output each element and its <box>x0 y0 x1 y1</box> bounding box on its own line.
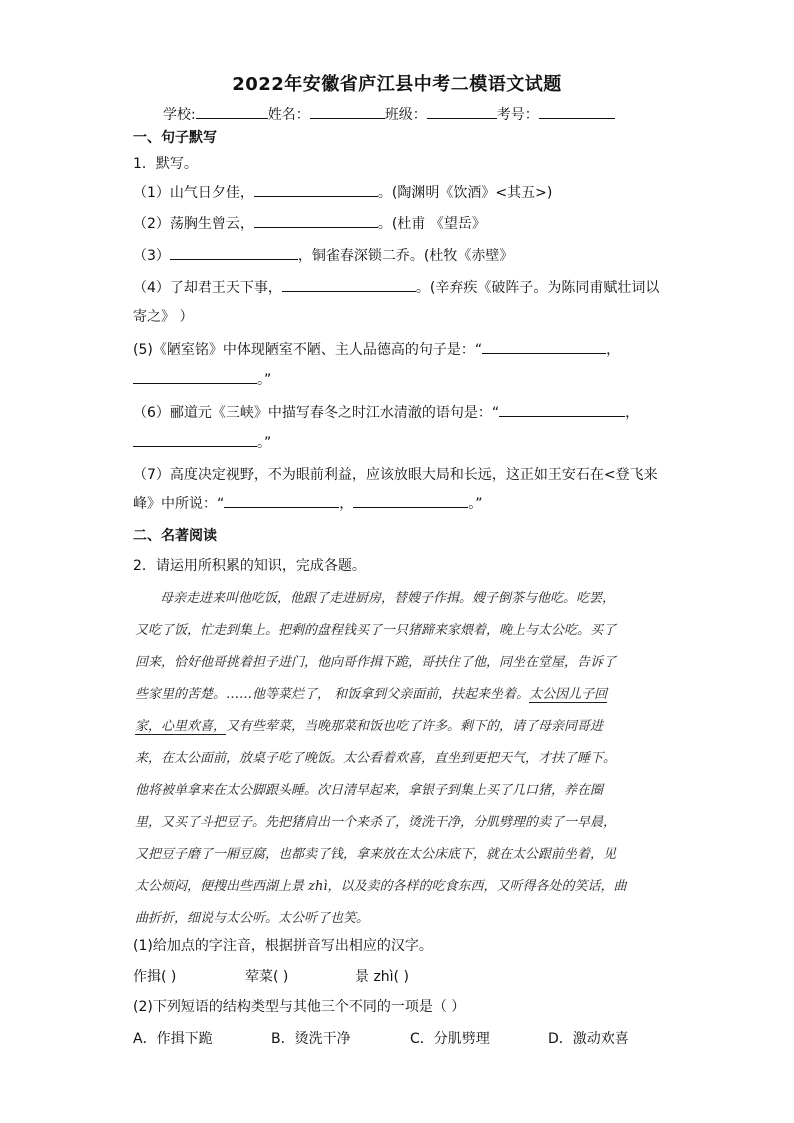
option-d[interactable]: D．激动欢喜 <box>548 1031 629 1047</box>
item7-text: 峰》中所说：“ <box>133 496 225 512</box>
item7-blank-b[interactable] <box>353 494 468 508</box>
school-label: 学校: <box>163 107 196 123</box>
item4-source: 。(辛弃疾《破阵子。为陈同甫赋壮词以 <box>415 280 660 296</box>
sub-question-2: (2)下列短语的结构类型与其他三个不同的一项是（ ） <box>133 999 466 1015</box>
item5-blank-b[interactable] <box>133 370 257 384</box>
class-blank[interactable] <box>427 105 497 119</box>
item2-blank[interactable] <box>254 214 378 228</box>
item6-comma: ， <box>625 405 640 421</box>
item3-label: （3） <box>133 248 170 264</box>
passage-underlined: 家，心里欢喜， <box>135 719 227 734</box>
passage-line: 又把豆子磨了一厢豆腐，也都卖了钱，拿来放在太公床底下，就在太公跟前坐着，见 <box>135 847 617 862</box>
sub1-item-a[interactable]: 作揖( ) <box>133 969 177 985</box>
q1-item-3 <box>133 245 513 265</box>
item5-comma: ， <box>606 342 621 358</box>
passage-line: 来，在太公面前，放桌子吃了晚饭。太公看着欢喜，直坐到更把天气，才扶了睡下。 <box>135 751 617 766</box>
item4-text: （4）了却君王天下事， <box>133 280 282 296</box>
item2-source: 。(杜甫 《望岳》 <box>377 216 486 232</box>
q2-label: 2．请运用所积累的知识，完成各题。 <box>133 558 366 574</box>
exam-no-label: 考号： <box>496 107 539 123</box>
q1-item-2 <box>133 213 486 233</box>
q1-item-4-cont: 寄之》 ） <box>133 309 194 325</box>
info-line <box>163 104 615 124</box>
item1-text: （1）山气日夕佳， <box>133 185 254 201</box>
exam-no-blank[interactable] <box>539 105 615 119</box>
item7-comma: ， <box>339 496 354 512</box>
passage-line: 他将被单拿来在太公脚跟头睡。次日清早起来，拿银子到集上买了几口猪，养在圈 <box>135 783 604 798</box>
class-label: 班级： <box>384 107 427 123</box>
q1-item-5 <box>133 339 620 359</box>
item7-blank-a[interactable] <box>224 494 339 508</box>
option-b[interactable]: B．烫洗干净 <box>271 1031 351 1047</box>
option-c[interactable]: C．分肌劈理 <box>410 1031 490 1047</box>
passage-line <box>135 683 607 702</box>
passage-line: 回来，恰好他哥挑着担子进门，他向哥作揖下跪，哥扶住了他，同坐在堂屋，告诉了 <box>135 655 617 670</box>
item5-text: (5)《陋室铭》中体现陋室不陋、主人品德高的句子是：“ <box>133 342 483 358</box>
item6-blank-a[interactable] <box>499 403 625 417</box>
item4-blank[interactable] <box>282 278 416 292</box>
item5-blank-a[interactable] <box>482 340 606 354</box>
q1-item-6-cont <box>133 432 271 452</box>
q1-item-7-cont <box>133 493 483 513</box>
sub-question-1: (1)给加点的字注音，根据拼音写出相应的汉字。 <box>133 938 433 954</box>
q1-item-5-cont <box>133 369 271 389</box>
item5-end: 。” <box>257 372 272 388</box>
item3-text: ，铜雀春深锁二乔。(杜牧《赤壁》 <box>297 248 514 264</box>
q1-item-7: （7）高度决定视野，不为眼前利益，应该放眼大局和长远，这正如王安石在<登飞来 <box>133 467 658 483</box>
item1-source: 。(陶渊明《饮酒》<其五>) <box>377 185 553 201</box>
section2-heading: 二、名著阅读 <box>133 528 217 544</box>
option-a[interactable]: A．作揖下跪 <box>133 1031 213 1047</box>
item7-end: 。” <box>468 496 483 512</box>
passage-line: 母亲走进来叫他吃饭，他跟了走进厨房，替嫂子作揖。嫂子倒茶与他吃。吃罢， <box>160 591 616 606</box>
q1-item-6 <box>133 402 639 422</box>
passage-line <box>135 715 603 734</box>
passage-underlined: 太公因儿子回 <box>529 687 608 702</box>
q1-item-4 <box>133 277 659 297</box>
sub1-item-b[interactable]: 荤菜( ) <box>245 969 289 985</box>
sub1-item-c[interactable]: 景 zhì( ) <box>355 969 409 985</box>
item6-blank-b[interactable] <box>133 433 257 447</box>
page-title: 2022年安徽省庐江县中考二模语文试题 <box>232 74 562 95</box>
name-blank[interactable] <box>310 105 385 119</box>
passage-line: 曲折折，细说与太公听。太公听了也笑。 <box>135 911 370 926</box>
item6-end: 。” <box>257 435 272 451</box>
section1-heading: 一、句子默写 <box>133 130 217 146</box>
passage-line: 里，又买了斗把豆子。先把猪肩出一个来杀了，烫洗干净，分肌劈理的卖了一早晨， <box>135 815 617 830</box>
school-blank[interactable] <box>196 105 268 119</box>
passage-text: 又有些荤菜，当晚那菜和饭也吃了许多。剩下的，请了母亲同哥进 <box>226 719 604 734</box>
item3-blank[interactable] <box>170 246 298 260</box>
q1-item-1 <box>133 182 552 202</box>
passage-line: 太公烦闷，便搜出些西湖上景 zhì，以及卖的各样的吃食东西，又听得各处的笑话，曲 <box>135 879 627 894</box>
passage-line: 又吃了饭，忙走到集上。把剩的盘程钱买了一只猪蹄来家煨着，晚上与太公吃。买了 <box>135 623 617 638</box>
passage-text: 些家里的苦楚。……他等菜烂了， 和饭拿到父亲面前，扶起来坐着。 <box>135 687 530 702</box>
q1-label: 1．默写。 <box>133 156 198 172</box>
item1-blank[interactable] <box>254 183 378 197</box>
item2-text: （2）荡胸生曾云， <box>133 216 254 232</box>
item6-text: （6）郦道元《三峡》中描写春冬之时江水清澈的语句是：“ <box>133 405 500 421</box>
name-label: 姓名： <box>267 107 310 123</box>
